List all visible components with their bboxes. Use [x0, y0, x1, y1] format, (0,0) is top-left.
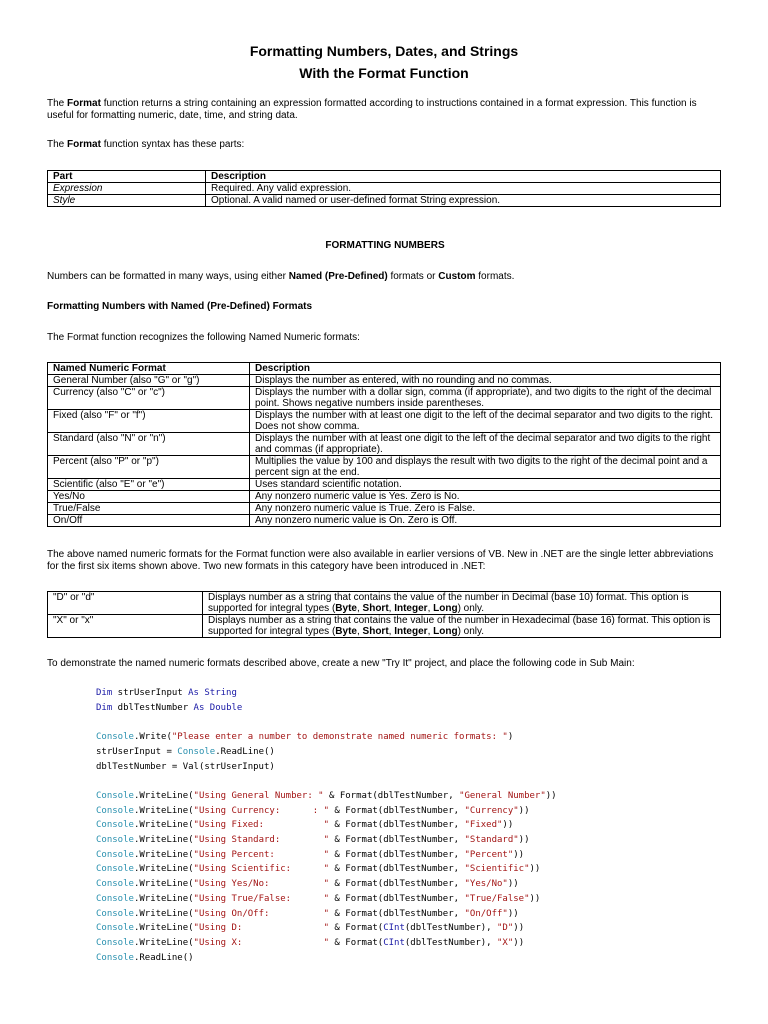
- call: .WriteLine(: [133, 864, 194, 875]
- string-literal: "Using Standard: ": [193, 835, 330, 846]
- d-x-formats-table: [47, 591, 721, 638]
- call: .WriteLine(: [133, 908, 194, 919]
- numbers-intro-c: formats or: [387, 271, 439, 282]
- string-literal: "Currency": [464, 805, 519, 816]
- named-formats-heading: Formatting Numbers with Named (Pre-Defined) Formats: [47, 301, 313, 312]
- code-line-console-write: [96, 730, 557, 745]
- description-cell: Any nonzero numeric value is Yes. Zero is No.: [250, 491, 721, 503]
- call: .ReadLine(): [133, 952, 194, 963]
- type-short: Short: [362, 626, 389, 637]
- table-row: [48, 479, 721, 491]
- call: & Format(dblTestNumber,: [329, 879, 465, 890]
- code-line-writeline: [96, 804, 557, 819]
- string-literal: "X": [497, 937, 514, 948]
- string-literal: "General Number": [459, 790, 546, 801]
- assign: strUserInput =: [96, 746, 178, 757]
- class-name: Console: [96, 732, 134, 743]
- description-cell: Multiplies the value by 100 and displays the result with two digits to the right of the decimal point and a percent sign at the end.: [250, 456, 721, 479]
- table-row: [48, 183, 721, 195]
- call: & Format(dblTestNumber,: [329, 835, 465, 846]
- table-row: [48, 503, 721, 515]
- string-literal: "Scientific": [464, 864, 530, 875]
- call: .WriteLine(: [133, 879, 194, 890]
- named-numeric-formats-table: [47, 362, 721, 527]
- class-name: Console: [96, 790, 134, 801]
- desc-end: ) only.: [457, 626, 485, 637]
- call-end: )): [513, 849, 525, 860]
- call: & Format(dblTestNumber,: [323, 790, 460, 801]
- call: .WriteLine(: [133, 849, 194, 860]
- table-row: [48, 375, 721, 387]
- description-cell: Displays the number as entered, with no rounding and no commas.: [250, 375, 721, 387]
- format-cell: On/Off: [48, 515, 250, 527]
- string-literal: "Using Scientific: ": [193, 864, 330, 875]
- desc-text: Displays number as a string that contains the value of the number in Decimal (base 10) format. This option is supported for integral types (: [208, 592, 689, 614]
- table-row: [48, 515, 721, 527]
- description-cell: [203, 615, 721, 638]
- class-name: Console: [96, 805, 134, 816]
- code-line-writeline: [96, 877, 557, 892]
- string-literal: "Using True/False: ": [193, 893, 330, 904]
- keyword: CInt: [383, 923, 405, 934]
- string-literal: "Using X: ": [193, 937, 330, 948]
- code-blank-line: [96, 715, 557, 730]
- identifier: dblTestNumber: [112, 702, 194, 713]
- page-title-line-2: With the Format Function: [299, 65, 469, 81]
- string-literal: "D": [497, 923, 514, 934]
- call: .WriteLine(: [133, 937, 194, 948]
- code-line-writeline: [96, 921, 557, 936]
- format-cell: Yes/No: [48, 491, 250, 503]
- desc-end: ) only.: [457, 603, 485, 614]
- class-name: Console: [96, 835, 134, 846]
- table-row: [48, 592, 721, 615]
- keyword: Dim: [96, 702, 113, 713]
- description-cell: Displays the number with at least one digit to the left of the decimal separator and two digits to the right. Does not show comma.: [250, 410, 721, 433]
- call: & Format(dblTestNumber,: [329, 805, 465, 816]
- call: & Format(dblTestNumber,: [329, 908, 465, 919]
- call-end: )): [513, 937, 525, 948]
- numbers-intro-e: formats.: [475, 271, 515, 282]
- call-end: )): [507, 879, 519, 890]
- code-line-writeline: [96, 833, 557, 848]
- class-name: Console: [96, 879, 134, 890]
- intro-format-bold: Format: [67, 98, 101, 109]
- format-cell: Percent (also "P" or "p"): [48, 456, 250, 479]
- class-name: Console: [96, 952, 134, 963]
- call: & Format(dblTestNumber,: [329, 849, 465, 860]
- class-name: Console: [96, 923, 134, 934]
- sep: ,: [427, 626, 434, 637]
- syntax-format-bold: Format: [67, 139, 101, 150]
- table-header-row: [48, 363, 721, 375]
- numbers-intro-a: Numbers can be formatted in many ways, using either: [47, 271, 289, 282]
- numbers-intro-paragraph: [47, 271, 723, 283]
- description-cell: Displays the number with a dollar sign, comma (if appropriate), and two digits to the right of the decimal point. Shows negative numbers inside parentheses.: [250, 387, 721, 410]
- format-cell: Scientific (also "E" or "e"): [48, 479, 250, 491]
- call: & Format(: [329, 923, 384, 934]
- call-end: )): [529, 864, 541, 875]
- string-literal: "Using Currency: : ": [193, 805, 330, 816]
- code-line-val-assign: dblTestNumber = Val(strUserInput): [96, 761, 275, 772]
- string-literal: "Using Fixed: ": [193, 820, 330, 831]
- keyword: As: [193, 702, 205, 713]
- call-end: )): [507, 908, 519, 919]
- code-block: [96, 686, 557, 965]
- call: (dblTestNumber),: [404, 923, 498, 934]
- description-cell: Displays the number with at least one digit to the left of the decimal separator and two digits to the right and commas (if appropriate).: [250, 433, 721, 456]
- table-row: [48, 410, 721, 433]
- code-line-writeline: [96, 936, 557, 951]
- string-literal: "Standard": [464, 835, 519, 846]
- page-title-line-1: Formatting Numbers, Dates, and Strings: [249, 43, 519, 59]
- code-line-dim-struserinput: [96, 686, 557, 701]
- code-line-writeline: [96, 907, 557, 922]
- call: & Format(: [329, 937, 384, 948]
- call: & Format(dblTestNumber,: [329, 864, 465, 875]
- code-line-writeline: [96, 892, 557, 907]
- call: .Write(: [133, 732, 172, 743]
- type-long: Long: [433, 603, 458, 614]
- string-literal: "On/Off": [464, 908, 508, 919]
- section-heading-formatting-numbers: FORMATTING NUMBERS: [325, 240, 445, 251]
- keyword: Double: [204, 702, 243, 713]
- header-cell-part: Part: [48, 171, 206, 183]
- intro-text-c: function returns a string containing an expression formatted according to instructions contained in a format expression. This function is useful for formatting numeric, date, time, and string data.: [47, 98, 697, 121]
- format-cell: Currency (also "C" or "c"): [48, 387, 250, 410]
- intro-paragraph: [47, 98, 723, 121]
- table-row: [48, 195, 721, 207]
- format-cell: Fixed (also "F" or "f"): [48, 410, 250, 433]
- header-cell-description: Description: [206, 171, 721, 183]
- string-literal: "Using On/Off: ": [193, 908, 330, 919]
- class-name: Console: [177, 746, 216, 757]
- code-line-dim-dbltestnumber: [96, 701, 557, 716]
- numbers-intro-named-bold: Named (Pre-Defined): [288, 271, 388, 282]
- code-line-writeline: [96, 818, 557, 833]
- table-row: [48, 387, 721, 410]
- sep: ,: [356, 626, 363, 637]
- sep: ,: [356, 603, 363, 614]
- keyword: Dim: [96, 688, 113, 698]
- type-integer: Integer: [394, 603, 428, 614]
- call-end: )): [518, 835, 530, 846]
- demo-paragraph: To demonstrate the named numeric formats described above, create a new "Try It" project, and place the following code in Sub Main:: [47, 658, 635, 669]
- type-short: Short: [362, 603, 389, 614]
- class-name: Console: [96, 937, 134, 948]
- string-literal: "Using D: ": [193, 923, 330, 934]
- sep: ,: [388, 603, 395, 614]
- call: .WriteLine(: [133, 893, 194, 904]
- numbers-intro-custom-bold: Custom: [438, 271, 476, 282]
- call-end: )): [545, 790, 557, 801]
- header-cell-description: Description: [250, 363, 721, 375]
- table-header-row: [48, 171, 721, 183]
- call: .WriteLine(: [133, 820, 194, 831]
- intro-text-a: The: [47, 98, 68, 109]
- description-cell: Uses standard scientific notation.: [250, 479, 721, 491]
- sep: ,: [427, 603, 434, 614]
- description-cell: [203, 592, 721, 615]
- code-line-writeline: [96, 862, 557, 877]
- call-end: )): [518, 805, 530, 816]
- string-literal: "True/False": [464, 893, 530, 904]
- call: .WriteLine(: [133, 790, 194, 801]
- string-literal: "Yes/No": [464, 879, 508, 890]
- recognizes-paragraph: The Format function recognizes the following Named Numeric formats:: [47, 332, 360, 343]
- call: & Format(dblTestNumber,: [329, 820, 465, 831]
- syntax-text-c: function syntax has these parts:: [100, 139, 245, 150]
- code-line-writeline: [96, 848, 557, 863]
- description-cell: Required. Any valid expression.: [206, 183, 721, 195]
- keyword: String: [198, 688, 237, 698]
- format-cell: "D" or "d": [48, 592, 203, 615]
- type-long: Long: [433, 626, 458, 637]
- code-blank-line: [96, 774, 557, 789]
- sep: ,: [388, 626, 395, 637]
- above-formats-paragraph: The above named numeric formats for the Format function were also available in earlier versions of VB. New in .NET are the single letter abbreviations for the first six items shown above. Two new formats in this category have been introduced in .NET:: [47, 549, 714, 572]
- part-cell: Expression: [48, 183, 206, 195]
- header-cell-format: Named Numeric Format: [48, 363, 250, 375]
- class-name: Console: [96, 908, 134, 919]
- table-row: [48, 433, 721, 456]
- description-cell: Optional. A valid named or user-defined format String expression.: [206, 195, 721, 207]
- call: .ReadLine(): [215, 746, 275, 757]
- part-cell: Style: [48, 195, 206, 207]
- format-cell: Standard (also "N" or "n"): [48, 433, 250, 456]
- syntax-paragraph: [47, 139, 723, 151]
- call: (dblTestNumber),: [404, 937, 498, 948]
- string-literal: "Please enter a number to demonstrate named numeric formats: ": [171, 732, 508, 743]
- type-byte: Byte: [335, 603, 357, 614]
- keyword: As: [188, 688, 199, 698]
- class-name: Console: [96, 849, 134, 860]
- table-row: [48, 615, 721, 638]
- format-cell: True/False: [48, 503, 250, 515]
- keyword: CInt: [383, 937, 405, 948]
- class-name: Console: [96, 864, 134, 875]
- call: .WriteLine(: [133, 805, 194, 816]
- string-literal: "Using Percent: ": [193, 849, 330, 860]
- parts-table: [47, 170, 721, 207]
- identifier: strUserInput: [112, 688, 189, 698]
- call: & Format(dblTestNumber,: [329, 893, 465, 904]
- code-line-final-readline: [96, 951, 557, 966]
- code-line-readline-assign: [96, 745, 557, 760]
- string-literal: "Using General Number: ": [193, 790, 324, 801]
- type-integer: Integer: [394, 626, 428, 637]
- table-row: [48, 456, 721, 479]
- call-end: )): [502, 820, 514, 831]
- string-literal: "Fixed": [464, 820, 503, 831]
- call-end: )): [529, 893, 541, 904]
- class-name: Console: [96, 893, 134, 904]
- format-cell: "X" or "x": [48, 615, 203, 638]
- table-row: [48, 491, 721, 503]
- call-end: )): [513, 923, 525, 934]
- call-end: ): [507, 732, 514, 743]
- class-name: Console: [96, 820, 134, 831]
- description-cell: Any nonzero numeric value is True. Zero is False.: [250, 503, 721, 515]
- string-literal: "Using Yes/No: ": [193, 879, 330, 890]
- call: .WriteLine(: [133, 923, 194, 934]
- string-literal: "Percent": [464, 849, 514, 860]
- call: .WriteLine(: [133, 835, 194, 846]
- syntax-text-a: The: [47, 139, 68, 150]
- format-cell: General Number (also "G" or "g"): [48, 375, 250, 387]
- type-byte: Byte: [335, 626, 357, 637]
- desc-text: Displays number as a string that contains the value of the number in Hexadecimal (base 16) format. This option is supported for integral types (: [208, 615, 711, 637]
- description-cell: Any nonzero numeric value is On. Zero is Off.: [250, 515, 721, 527]
- code-line-writeline: [96, 789, 557, 804]
